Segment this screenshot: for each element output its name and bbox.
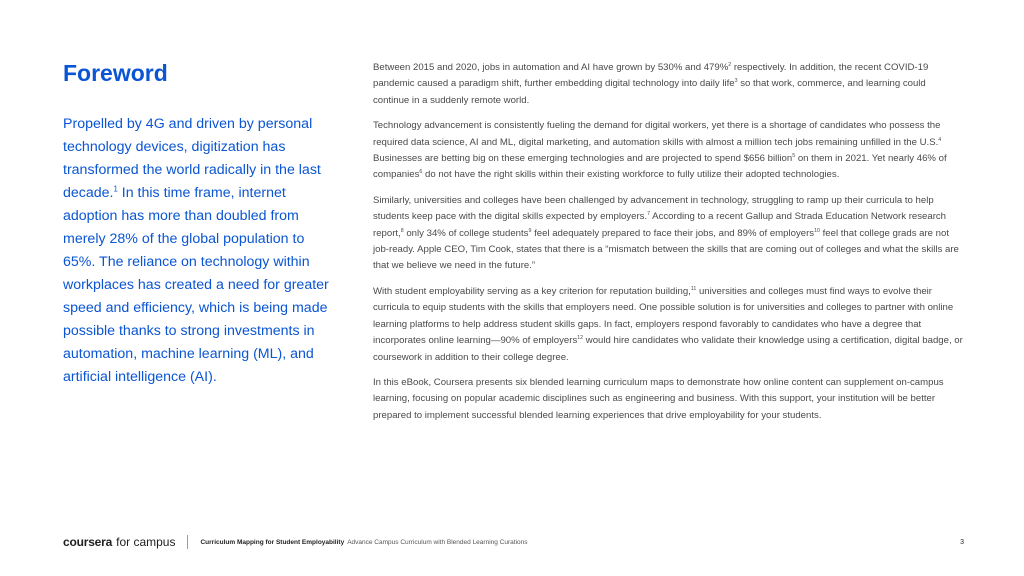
body-text: on them in 2021. Yet nearly 46% of companies [373, 153, 947, 181]
footnote-ref: 12 [577, 334, 584, 341]
body-column [373, 60, 963, 433]
body-text: Similarly, universities and colleges have been challenged by advancement in technology, struggling to ramp up their curricula to help students keep pace with the digital skills expected by employers. [373, 194, 934, 223]
footnote-ref: 3 [734, 78, 738, 85]
body-text: According to a recent Gallup and Strada Education Network research report, [373, 211, 947, 239]
body-text: Technology advancement is consistently fueling the demand for digital workers, yet there is a shortage of candidates who possess the required data science, AI and ML, digital marketing, and automation skills with almost a million tech jobs remaining unfilled in the U.S. [373, 120, 941, 148]
document-subtitle: Advance Campus Curriculum with Blended Learning Curations [347, 538, 528, 546]
lead-paragraph [63, 113, 335, 389]
lead-text-part2: In this time frame, internet adoption has more than doubled from merely 28% of the global population to 65%. The reliance on technology within workplaces has created a need for greater speed and efficiency, which is being made possible thanks to strong investments in automation, machine learning (ML), and artificial intelligence (AI). [63, 185, 329, 385]
body-text: so that work, commerce, and learning could continue in a suddenly remote world. [373, 78, 926, 106]
body-text: Businesses are betting big on these emerging technologies and are projected to spend $656 billion [373, 153, 793, 165]
lead-text-part1: Propelled by 4G and driven by personal technology devices, digitization has transformed the world radically in the last decade. [63, 116, 321, 201]
body-text: only 34% of college students [403, 227, 529, 239]
footnote-ref: 5 [792, 152, 796, 159]
footer-divider [187, 535, 188, 549]
body-text: feel adequately prepared to face their jobs, and 89% of employers [531, 227, 815, 239]
body-paragraph-2 [373, 118, 963, 184]
body-text: do not have the right skills within their existing workforce to fully utilize their adopted technologies. [422, 169, 840, 181]
page-number: 3 [960, 538, 964, 546]
logo-subtitle: for campus [116, 535, 176, 549]
body-text: universities and colleges must find ways to evolve their curricula to equip students with the skills that employers need. One possible solution is for universities and colleges to partner with online learning platforms to help address student skills gaps. In fact, employers respond favorably to candidates who have a degree that incorporates online learning—90% of employers [373, 285, 954, 347]
body-text: feel that college grads are not job-ready. Apple CEO, Tim Cook, states that there is a “mismatch between the skills that are coming out of colleges and what the skills are that we believe we need in the future.” [373, 227, 959, 272]
body-text: would hire candidates who validate their knowledge using a certification, digital badge, or coursework in addition to their college degree. [373, 335, 963, 363]
body-paragraph-4 [373, 284, 963, 366]
body-text: respectively. In addition, the recent COVID-19 pandemic caused a paradigm shift, further embedding digital technology into daily life [373, 62, 929, 90]
body-text: With student employability serving as a key criterion for reputation building, [373, 285, 691, 297]
footnote-ref: 7 [647, 211, 651, 218]
footnote-ref: 6 [419, 169, 423, 176]
footnote-ref: 9 [528, 227, 532, 234]
footnote-ref: 8 [400, 227, 404, 234]
body-text: Between 2015 and 2020, jobs in automation and AI have grown by 530% and 479% [373, 62, 729, 73]
coursera-logo: coursera [63, 535, 113, 549]
footnote-ref: 10 [814, 227, 820, 234]
page-footer [63, 534, 964, 550]
document-title: Curriculum Mapping for Student Employability [200, 538, 345, 546]
footnote-ref: 4 [938, 136, 942, 143]
page-title: Foreword [63, 60, 168, 86]
body-paragraph-1 [373, 60, 963, 109]
body-paragraph-3 [373, 193, 963, 275]
footnote-ref: 1 [113, 184, 118, 194]
footnote-ref: 11 [690, 285, 697, 292]
footnote-ref: 2 [728, 61, 732, 68]
body-paragraph-5: In this eBook, Coursera presents six blended learning curriculum maps to demonstrate how online content can supplement on-campus learning, focusing on popular academic disciplines such as engineering and business. With this support, your institution will be better prepared to implement successful blended learning experiences that drive employability for your students. [373, 376, 944, 421]
